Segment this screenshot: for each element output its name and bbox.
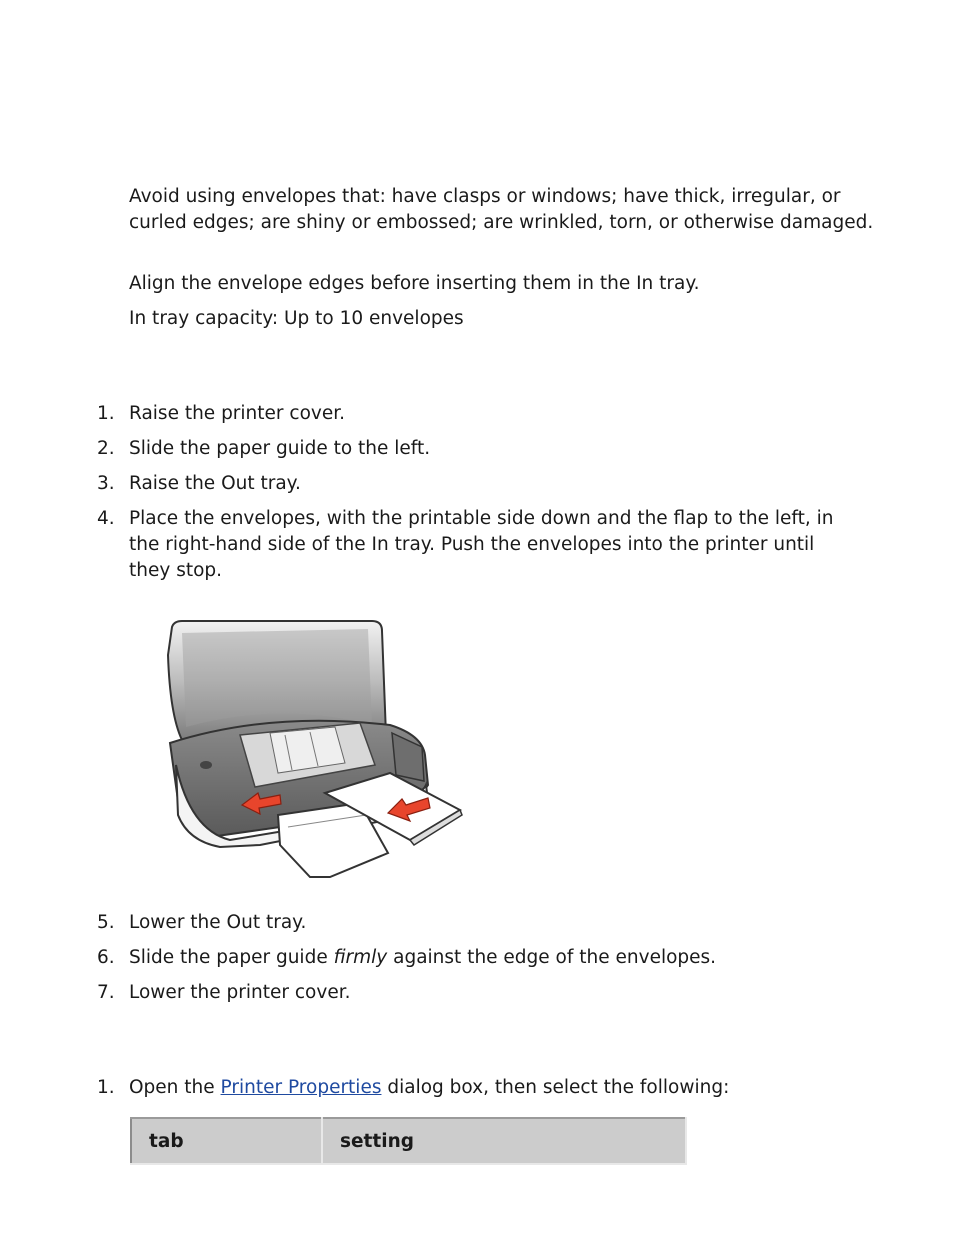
step-text: Raise the printer cover. (129, 403, 346, 424)
printer-properties-link[interactable]: Printer Properties (220, 1077, 382, 1098)
settings-table (130, 1117, 687, 1165)
step-number: 1. (97, 403, 115, 424)
step-text: Place the envelopes, with the printable side down and the flap to the left, in the right-hand side of the In tray. Push the envelopes into the printer until they stop. (129, 508, 834, 581)
step-number: 3. (97, 473, 115, 494)
table-header-row (131, 1118, 686, 1164)
align-note: Align the envelope edges before inserting them in the In tray. (129, 273, 700, 294)
column-header-tab: tab (131, 1118, 322, 1164)
step-number: 1. (97, 1077, 115, 1098)
step-text: Slide the paper guide to the left. (129, 438, 431, 459)
avoid-note: Avoid using envelopes that: have clasps or windows; have thick, irregular, or curled edges; are shiny or embossed; are wrinkled, torn, or otherwise damaged. (129, 186, 874, 233)
step-text: Raise the Out tray. (129, 473, 301, 494)
step-text-start: Slide the paper guide (129, 947, 334, 968)
step-text (129, 1075, 859, 1101)
step-number: 4. (97, 508, 115, 529)
step-number: 7. (97, 982, 115, 1003)
step-number: 2. (97, 438, 115, 459)
step-text-end: dialog box, then select the following: (381, 1077, 730, 1098)
column-header-setting: setting (322, 1118, 686, 1164)
step-text (129, 945, 859, 971)
step-text-end: against the edge of the envelopes. (387, 947, 717, 968)
step-text-start: Open the (129, 1077, 221, 1098)
step-text: Lower the printer cover. (129, 982, 351, 1003)
step-text: Lower the Out tray. (129, 912, 307, 933)
step-number: 5. (97, 912, 115, 933)
capacity-note: In tray capacity: Up to 10 envelopes (129, 308, 464, 329)
printer-loading-envelopes-illustration (160, 615, 470, 883)
emphasis-firmly: firmly (333, 947, 388, 968)
step-number: 6. (97, 947, 115, 968)
